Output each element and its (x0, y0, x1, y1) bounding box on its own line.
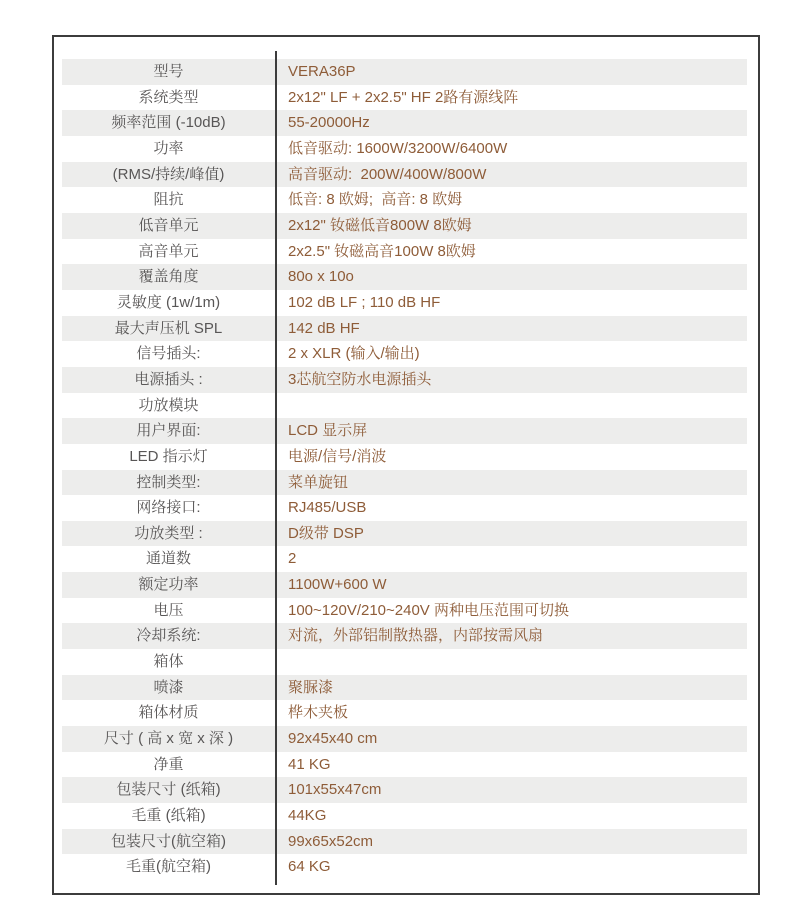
row-label: 覆盖角度 (138, 268, 199, 286)
row-value: 1100W+600 W (288, 576, 387, 594)
table-row (62, 700, 747, 726)
row-label: 尺寸 ( 高 x 宽 x 深 ) (103, 730, 234, 748)
spec-card (52, 35, 760, 895)
table-row (62, 521, 747, 547)
table-row (62, 495, 747, 521)
row-value: 92x45x40 cm (288, 730, 378, 748)
row-value: 64 KG (288, 858, 331, 876)
spec-table (62, 59, 747, 880)
row-value: 3芯航空防水电源插头 (288, 370, 432, 388)
row-label: 箱体 (153, 653, 184, 671)
table-row (62, 136, 747, 162)
table-row (62, 213, 747, 239)
row-label: 箱体材质 (138, 704, 199, 722)
table-row (62, 752, 747, 778)
row-value: 2x12" 钕磁低音800W 8欧姆 (288, 216, 472, 234)
row-label: 网络接口: (136, 499, 201, 517)
row-value: 2 (288, 550, 297, 568)
row-label: 型号 (153, 63, 184, 80)
row-value: 101x55x47cm (288, 781, 382, 799)
row-label: 额定功率 (138, 576, 199, 594)
table-row (62, 777, 747, 803)
table-row (62, 367, 747, 393)
row-value: 低音: 8 欧姆; 高音: 8 欧姆 (288, 191, 463, 209)
row-value: VERA36P (288, 63, 356, 80)
row-label: 包装尺寸(航空箱) (111, 832, 226, 850)
row-label: 功率 (153, 139, 184, 157)
table-row (62, 675, 747, 701)
row-value: 80o x 10o (288, 268, 354, 286)
row-value: RJ485/USB (288, 499, 367, 517)
table-row (62, 187, 747, 213)
row-label: 毛重(航空箱) (126, 858, 211, 876)
row-label: 电压 (153, 601, 184, 619)
table-row (62, 393, 747, 419)
row-label: 功放类型 : (134, 524, 203, 542)
table-row (62, 854, 747, 880)
row-value: 99x65x52cm (288, 832, 374, 850)
table-row (62, 444, 747, 470)
table-row (62, 162, 747, 188)
row-label: 冷却系统: (136, 627, 201, 645)
row-label: LED 指示灯 (129, 447, 208, 465)
row-label: (RMS/持续/峰值) (112, 165, 225, 183)
row-label: 包装尺寸 (纸箱) (116, 781, 221, 799)
row-value: 电源/信号/消波 (288, 447, 387, 465)
table-row (62, 418, 747, 444)
table-row (62, 239, 747, 265)
row-value: 55-20000Hz (288, 114, 370, 132)
table-row (62, 264, 747, 290)
row-label: 信号插头: (136, 345, 201, 363)
row-value: 2x2.5" 钕磁高音100W 8欧姆 (288, 242, 476, 260)
table-row (62, 85, 747, 111)
table-row (62, 470, 747, 496)
row-label: 灵敏度 (1w/1m) (116, 293, 221, 311)
row-label: 最大声压机 SPL (114, 319, 223, 337)
table-row (62, 546, 747, 572)
row-value: LCD 显示屏 (288, 422, 368, 440)
row-label: 系统类型 (138, 88, 199, 106)
table-row (62, 803, 747, 829)
row-label: 毛重 (纸箱) (131, 807, 206, 825)
table-row (62, 726, 747, 752)
row-label: 阻抗 (153, 191, 184, 209)
row-value: 聚脲漆 (288, 678, 334, 696)
row-value: 100~120V/210~240V 两种电压范围可切换 (288, 601, 569, 619)
row-value: 菜单旋钮 (288, 473, 349, 491)
table-row (62, 316, 747, 342)
row-value: 142 dB HF (288, 319, 360, 337)
row-value: 高音驱动: 200W/400W/800W (288, 165, 487, 183)
row-label: 功放模块 (138, 396, 199, 414)
row-label: 用户界面: (136, 422, 201, 440)
table-row (62, 649, 747, 675)
row-label: 喷漆 (153, 678, 184, 696)
row-label: 高音单元 (138, 242, 199, 260)
table-row (62, 623, 747, 649)
row-value: D级带 DSP (288, 524, 364, 542)
row-value: 44KG (288, 807, 327, 825)
table-row (62, 598, 747, 624)
row-label: 通道数 (145, 550, 191, 568)
row-value: 对流，外部铝制散热器，内部按需风扇 (288, 627, 544, 645)
column-divider (275, 51, 277, 885)
row-value: 2x12" LF + 2x2.5" HF 2路有源线阵 (288, 88, 519, 106)
table-row (62, 59, 747, 85)
row-value: 低音驱动: 1600W/3200W/6400W (288, 139, 508, 157)
row-label: 电源插头 : (134, 370, 203, 388)
table-row (62, 290, 747, 316)
table-row (62, 110, 747, 136)
row-label: 低音单元 (138, 216, 199, 234)
table-row (62, 829, 747, 855)
table-row (62, 572, 747, 598)
table-row (62, 341, 747, 367)
row-label: 净重 (153, 755, 184, 773)
row-value: 102 dB LF ; 110 dB HF (288, 293, 441, 311)
row-value: 41 KG (288, 755, 331, 773)
row-value: 2 x XLR (输入/输出) (288, 345, 420, 363)
row-label: 控制类型: (136, 473, 201, 491)
row-value: 桦木夹板 (288, 704, 349, 722)
row-label: 频率范围 (-10dB) (111, 114, 226, 132)
